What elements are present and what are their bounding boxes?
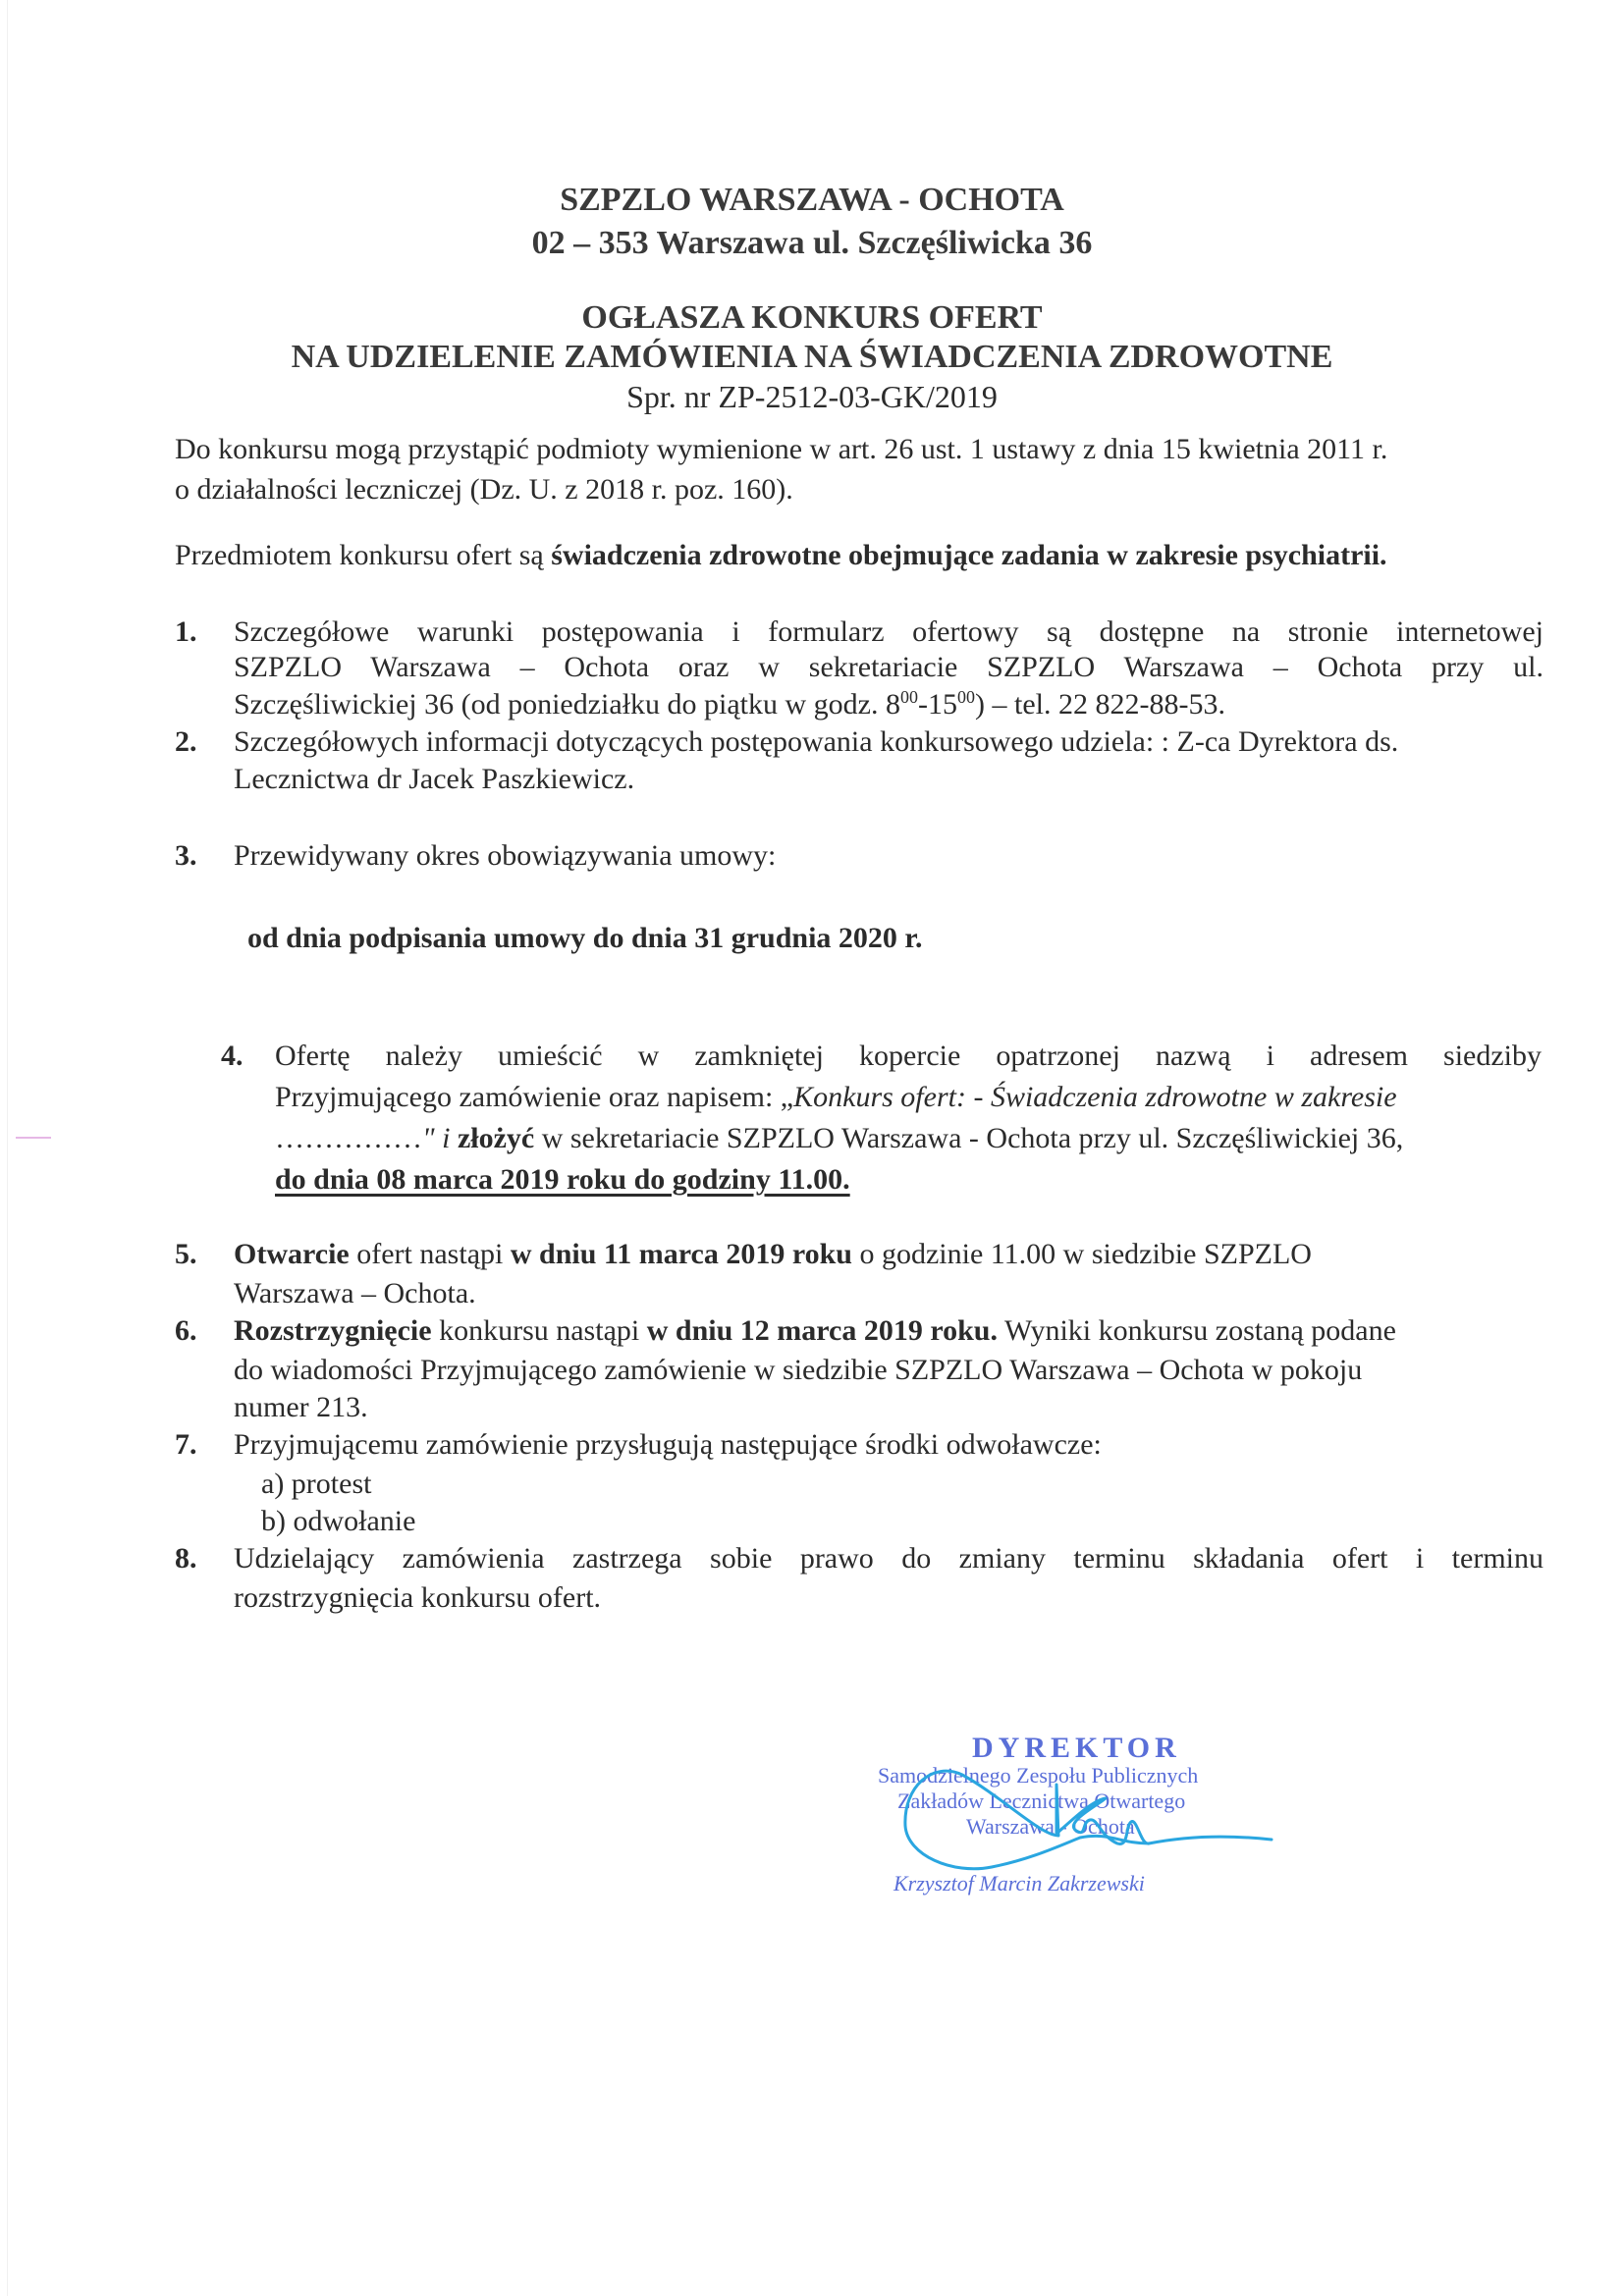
item-4-label-text: Przyjmującego zamówienie oraz napisem: „ <box>275 1081 794 1113</box>
item-number-3: 3. <box>175 839 197 872</box>
item-6-line-3: numer 213. <box>234 1391 368 1423</box>
item-1-hours-text: Szczęśliwickiej 36 (od poniedziałku do piątku w godz. 8 <box>234 688 900 721</box>
submission-deadline: do dnia 08 marca 2019 roku do godziny 11.00. <box>275 1163 850 1196</box>
director-stamp <box>864 1728 1316 1963</box>
item-5-line-1 <box>234 1237 1312 1272</box>
stamp-line-2: Zakładów Lecznictwa Otwartego <box>897 1789 1186 1813</box>
stamp-name: Krzysztof Marcin Zakrzewski <box>893 1871 1145 1896</box>
contract-period: od dnia podpisania umowy do dnia 31 grudnia 2020 r. <box>247 922 923 954</box>
item-2-line-1: Szczegółowych informacji dotyczących postępowania konkursowego udziela: : Z-ca Dyrektora ds. <box>234 725 1399 758</box>
hours-from-sup: 00 <box>900 687 918 707</box>
item-1-line-3 <box>234 687 1225 722</box>
org-name: SZPZLO WARSZAWA - OCHOTA <box>560 182 1064 218</box>
item-number-2: 2. <box>175 725 197 758</box>
item-6-line-1 <box>234 1313 1396 1349</box>
item-4-address-text: w sekretariacie SZPZLO Warszawa - Ochota przy ul. Szczęśliwickiej 36, <box>534 1122 1404 1154</box>
org-address: 02 – 353 Warszawa ul. Szczęśliwicka 36 <box>531 225 1093 261</box>
title-line-2: NA UDZIELENIE ZAMÓWIENIA NA ŚWIADCZENIA ZDROWOTNE <box>291 339 1333 375</box>
opening-date: w dniu 11 marca 2019 roku <box>510 1238 852 1270</box>
hours-to: -15 <box>918 688 957 721</box>
item-4-line-3 <box>275 1121 1403 1156</box>
item-6-text-1: konkursu nastąpi <box>431 1314 647 1347</box>
stamp-line-3: Warszawa - Ochota <box>966 1814 1135 1839</box>
stamp-line-1: Samodzielnego Zespołu Publicznych <box>878 1763 1199 1788</box>
hours-to-sup: 00 <box>957 687 975 707</box>
title-line-1: OGŁASZA KONKURS OFERT <box>581 299 1043 336</box>
submit-word: złożyć <box>457 1122 535 1154</box>
resolution-word: Rozstrzygnięcie <box>234 1314 432 1347</box>
remedy-b: b) odwołanie <box>261 1505 416 1537</box>
envelope-inscription: Konkurs ofert: - Świadczenia zdrowotne w zakresie <box>793 1081 1397 1113</box>
item-5-line-2: Warszawa – Ochota. <box>234 1277 476 1309</box>
item-6-text-2: Wyniki konkursu zostaną podane <box>998 1314 1396 1347</box>
item-1-line-2: SZPZLO Warszawa – Ochota oraz w sekretariacie SZPZLO Warszawa – Ochota przy ul. <box>234 651 1543 683</box>
item-4-line-2 <box>275 1080 1397 1115</box>
resolution-date: w dniu 12 marca 2019 roku. <box>646 1314 998 1347</box>
item-number-6: 6. <box>175 1314 197 1347</box>
intro-line-1: Do konkursu mogą przystąpić podmioty wymienione w art. 26 ust. 1 ustawy z dnia 15 kwietnia 2011 r. <box>175 433 1388 465</box>
item-7-line-1: Przyjmującemu zamówienie przysługują następujące środki odwoławcze: <box>234 1428 1102 1461</box>
reference-number: Spr. nr ZP-2512-03-GK/2019 <box>626 379 998 414</box>
scan-margin-mark <box>16 1137 51 1139</box>
handwritten-signature <box>864 1728 1316 1963</box>
item-8-line-1: Udzielający zamówienia zastrzega sobie prawo do zmiany terminu składania ofert i terminu <box>234 1542 1543 1575</box>
item-number-4: 4. <box>221 1040 244 1072</box>
item-5-text-1: ofert nastąpi <box>349 1238 511 1270</box>
item-3-line-1: Przewidywany okres obowiązywania umowy: <box>234 839 777 872</box>
item-8-line-2: rozstrzygnięcia konkursu ofert. <box>234 1581 602 1614</box>
remedy-a: a) protest <box>261 1468 372 1500</box>
opening-word: Otwarcie <box>234 1238 350 1270</box>
item-2-line-2: Lecznictwa dr Jacek Paszkiewicz. <box>234 763 635 795</box>
subject-line <box>175 538 1387 573</box>
item-1-line-1: Szczegółowe warunki postępowania i formularz ofertowy są dostępne na stronie internetowej <box>234 615 1543 648</box>
item-4-line-1: Ofertę należy umieścić w zamkniętej kopercie opatrzonej nazwą i adresem siedziby <box>275 1040 1542 1072</box>
stamp-title: DYREKTOR <box>972 1732 1181 1764</box>
item-number-1: 1. <box>175 615 197 648</box>
item-5-text-2: o godzinie 11.00 w siedzibie SZPZLO <box>851 1238 1312 1270</box>
phone-text: ) – tel. 22 822-88-53. <box>975 688 1225 721</box>
subject-prefix: Przedmiotem konkursu ofert są <box>175 539 552 571</box>
item-6-line-2: do wiadomości Przyjmującego zamówienie w siedzibie SZPZLO Warszawa – Ochota w pokoju <box>234 1354 1363 1386</box>
item-number-7: 7. <box>175 1428 197 1461</box>
subject-bold: świadczenia zdrowotne obejmujące zadania w zakresie psychiatrii. <box>551 539 1387 571</box>
placeholder-dots: …………… <box>275 1122 422 1154</box>
intro-line-2: o działalności leczniczej (Dz. U. z 2018 r. poz. 160). <box>175 473 793 506</box>
item-number-8: 8. <box>175 1542 197 1575</box>
item-number-5: 5. <box>175 1238 197 1270</box>
closing-quote: " i <box>422 1122 458 1154</box>
